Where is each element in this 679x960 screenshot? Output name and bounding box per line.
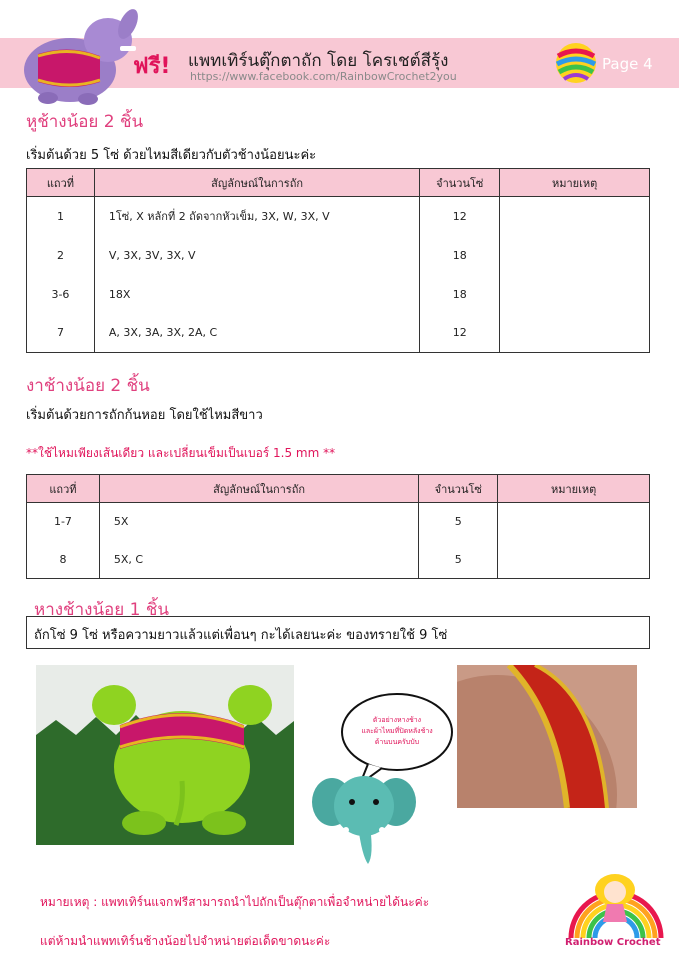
col-note: หมายเหตุ — [500, 169, 650, 197]
row-note — [500, 275, 650, 314]
brand-name: Rainbow Crochet — [565, 937, 661, 948]
row-symbols: V, 3X, 3V, 3X, V — [94, 236, 419, 275]
tail-text: ถักโซ่ 9 โซ่ หรือความยาวแล้วแต่เพื่อนๆ กะได้เลยนะค่ะ ของทรายใช้ 9 โซ่ — [34, 628, 448, 643]
col-count: จำนวนโซ่ — [419, 475, 498, 503]
row-count: 12 — [420, 314, 500, 353]
free-label: ฟรี! — [133, 54, 171, 79]
footer-note-2: แต่ห้ามนำแพทเทิร์นช้างน้อยไปจำหน่ายต่อเด็ดขาดนะค่ะ — [40, 934, 331, 948]
row-symbols: 5X — [99, 503, 418, 541]
ears-intro: เริ่มต้นด้วย 5 โซ่ ด้วยไหมสีเดียวกับตัวช้างน้อยนะค่ะ — [26, 148, 317, 163]
col-count: จำนวนโซ่ — [420, 169, 500, 197]
tusks-table — [26, 474, 650, 579]
row-symbols: A, 3X, 3A, 3X, 2A, C — [94, 314, 419, 353]
yarn-ball-icon — [555, 42, 597, 84]
table-row — [27, 314, 650, 353]
green-elephant-photo — [36, 665, 294, 845]
row-note — [500, 236, 650, 275]
tusks-note: **ใช้ไหมเพียงเส้นเดียว และเปลี่ยนเข็มเป็นเบอร์ 1.5 mm ** — [26, 446, 336, 460]
row-count: 18 — [420, 275, 500, 314]
row-count: 5 — [419, 541, 498, 579]
header-title: แพทเทิร์นตุ๊กตาถัก โดย โครเชต์สีรุ้ง — [188, 51, 449, 71]
row-note — [498, 541, 650, 579]
row-symbols: 18X — [94, 275, 419, 314]
ears-table — [26, 168, 650, 353]
row-symbols: 1โซ่, X หลักที่ 2 ถัดจากหัวเข็ม, 3X, W, 3X, V — [94, 197, 419, 236]
tusks-heading: งาช้างน้อย 2 ชิ้น — [26, 376, 150, 396]
col-note: หมายเหตุ — [498, 475, 650, 503]
row-note — [500, 314, 650, 353]
tail-heading: หางช้างน้อย 1 ชิ้น — [34, 600, 170, 620]
col-row: แถวที่ — [27, 475, 100, 503]
row-number: 8 — [27, 541, 100, 579]
tusks-table-header — [27, 475, 650, 503]
blue-elephant-image — [308, 760, 420, 870]
bubble-line-3: ด้านบนครับบับ — [374, 738, 420, 746]
ears-heading: หูช้างน้อย 2 ชิ้น — [26, 112, 144, 132]
col-symbols: สัญลักษณ์ในการถัก — [94, 169, 419, 197]
row-symbols: 5X, C — [99, 541, 418, 579]
row-note — [500, 197, 650, 236]
row-count: 18 — [420, 236, 500, 275]
purple-elephant-image — [8, 4, 138, 108]
row-count: 5 — [419, 503, 498, 541]
bubble-line-2: และผ้าไหมที่ปิดหลังช้าง — [361, 727, 433, 735]
row-number: 2 — [27, 236, 95, 275]
row-number: 1-7 — [27, 503, 100, 541]
ears-table-header — [27, 169, 650, 197]
row-number: 7 — [27, 314, 95, 353]
col-symbols: สัญลักษณ์ในการถัก — [99, 475, 418, 503]
row-count: 12 — [420, 197, 500, 236]
table-row — [27, 275, 650, 314]
footer-note-1: หมายเหตุ : แพทเทิร์นแจกฟรีสามารถนำไปถักเป็นตุ๊กตาเพื่อจำหน่ายได้นะค่ะ — [40, 895, 430, 909]
row-number: 3-6 — [27, 275, 95, 314]
tusks-intro: เริ่มต้นด้วยการถักก้นหอย โดยใช้ไหมสีขาว — [26, 408, 263, 423]
table-row — [27, 197, 650, 236]
page-number: Page 4 — [602, 55, 653, 73]
table-row — [27, 541, 650, 579]
row-note — [498, 503, 650, 541]
col-row: แถวที่ — [27, 169, 95, 197]
table-row — [27, 503, 650, 541]
bubble-line-1: ตัวอย่างหางช้าง — [372, 716, 422, 724]
fabric-closeup-photo — [457, 665, 637, 808]
header-url[interactable]: https://www.facebook.com/RainbowCrochet2you — [190, 70, 457, 83]
row-number: 1 — [27, 197, 95, 236]
table-row — [27, 236, 650, 275]
